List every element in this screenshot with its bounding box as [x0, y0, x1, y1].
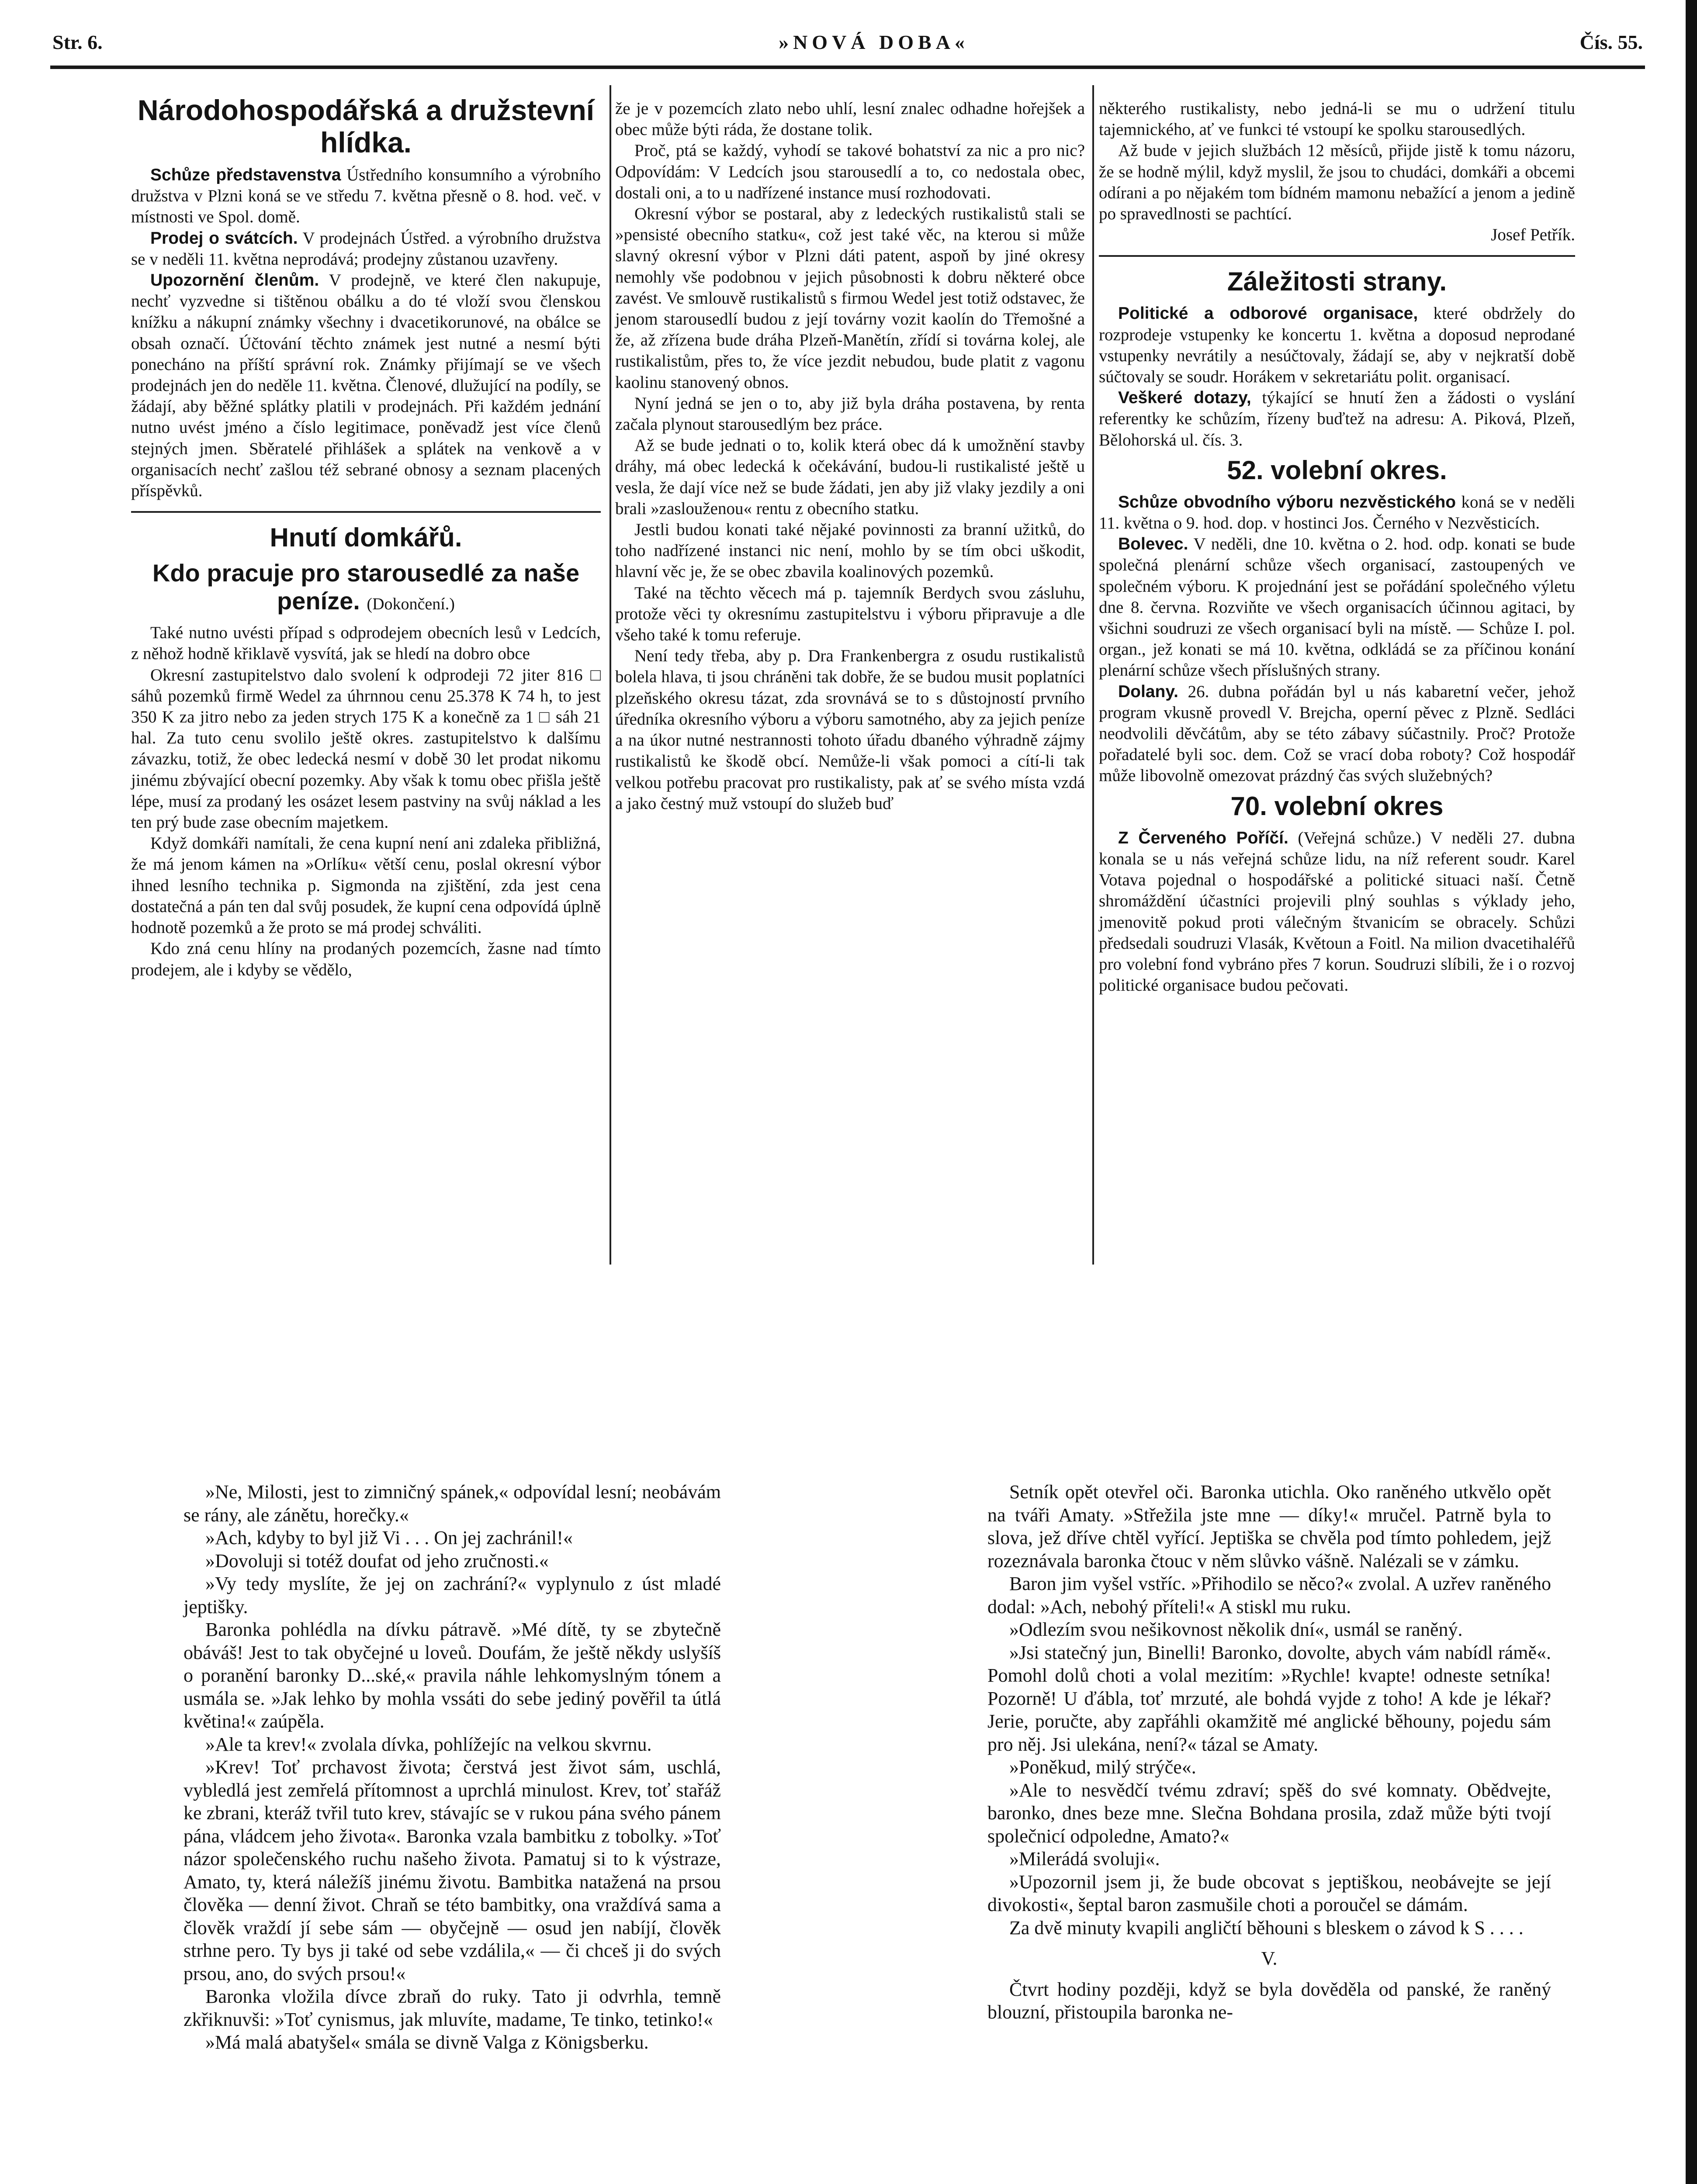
article-paragraph: Jestli budou konati také nějaké povinnosti za branní užitků, do toho nadřízené instanci nic není, mohlo by se tím obci uškodit, hlavní věc je, že se obec zbavila koalinových pozemků. — [615, 520, 1085, 581]
story-paragraph: »Ale to nesvědčí tvému zdraví; spěš do své komnaty. Obědvejte, baronko, dnes beze mne. Slečna Bohdana prosila, zdaž může býti tvojí společnicí odpoledne, Amato?« — [987, 1779, 1551, 1847]
section-title-zalezitosti-strany: Záležitosti strany. — [1227, 267, 1447, 297]
continuation-note: (Dokončení.) — [367, 595, 455, 614]
story-paragraph: »Poněkud, milý strýče«. — [1009, 1756, 1196, 1778]
story-paragraph: »Milerádá svoluji«. — [1009, 1848, 1160, 1870]
story-paragraph: Baronka vložila dívce zbraň do ruky. Tato ji odvrhla, temně zkřiknuvši: »Toť cynismus, jak mluvíte, madame, Te tinko, tetinko!« — [184, 1986, 721, 2030]
story-paragraph: »Jsi statečný jun, Binelli! Baronko, dovolte, abych vám nabídl rámě«. Pomohl dolů choti a volal mezitím: »Rychle! kvapte! odneste setníka! Pozorně! U ďábla, toť mrzuté, ale bohdá vyjde z toho! A kde je lékař? Jerie, poručte, aby zapřáhli okamžitě mé anglické běhouny, pojedu sám pro něj. Jsi ulekána, není?« tázal se Amaty. — [987, 1641, 1551, 1755]
story-paragraph: »Dovoluji si totéž doufat od jeho zručnosti.« — [205, 1550, 549, 1572]
notice-paragraph: Z Červeného Poříčí. (Veřejná schůze.) V neděli 27. dubna konala se u nás veřejná schůze lidu, na níž referent soudr. Karel Votava pojednal o hospodářské a politické situaci naší. Četně shromáždění účastníci projevili plný souhlas s výklady jeho, jmenovitě pokud proti válečným štvanicím se obracely. Schůzi předsedali soudruzi Vlasák, Květoun a Foitl. Na milion dvacetihaléřů pro volební fond vybráno přes 7 korun. Soudruzi slíbili, že i o rozvoj politické organisace budou pečovati. — [1099, 828, 1575, 995]
notice-paragraph: Schůze představenstva Ústředního konsumního a výrobního družstva v Plzni koná se ve středu 7. května přesně o 8. hod. več. v místnosti ve Spol. domě. — [131, 166, 601, 227]
story-paragraph: »Krev! Toť prchavost života; čerstvá jest život sám, uschlá, vybledlá jest zemřelá přítomnost a uprchlá minulost. Krev, toť stařáž ke zbrani, kteráž tvřil tuto krev, stávajíc se v rukou pána svého pánem pána, vládcem jeho života«. Baronka vzala bambitku z tobolky. »Toť názor společenského ruchu našeho života. Pamatuj si to k výstraze, Amato, ty, která náležíš jinému životu. Bambitka natažená na prsou člověka — denní život. Chraň se této bambitky, ona vraždívá sama a člověk vraždí jí sebe sám — obyčejně — osud jen nabíjí, člověk strhne pero. Ty bys ji také od sebe vzdálila,« — či chceš ji do svých prsou, ano, do svých prsou!« — [184, 1756, 721, 1984]
section-title-narodohospodarska: Národohospodářská a družstevní hlídka. — [137, 94, 595, 159]
notice-paragraph: Upozornění členům. V prodejně, ve které člen nakupuje, nechť vyzvedne si tištěnou obálku a do té vloží svou členskou knížku a nákupní známky všechny i dvacetikorunové, na obálce se obsah označí. Účtování těchto známek jest nutné a nesmí býti ponecháno na příští správní rok. Známky přijímají se ve všech prodejnách jen do neděle 11. května. Členové, dlužující na podíly, se žádají, aby běžné splátky platili v prodejnách. Při každém jednání nutno uvést jméno a číslo legitimace, poněvadž jest více členů stejných jmen. Sběratelé přihlášek a splátek na venkově a v organisacích nechť zašlou též sebrané obnosy a seznam placených příspěvků. — [131, 271, 601, 501]
story-paragraph: Baronka pohlédla na dívku pátravě. »Mé dítě, ty se zbytečně obáváš! Jest to tak obyčejné u loveů. Doufám, že ještě někdy uslyšíš o poranění baronky D...ské,« pravila náhle lehkomyslným tónem a usmála se. »Jak lehko by mohla vssáti do sebe jediný pověřil ta útlá květina!« zaúpěla. — [184, 1619, 721, 1732]
masthead-title: »NOVÁ DOBA« — [779, 31, 969, 53]
issue-number: Čís. 55. — [1579, 31, 1643, 53]
story-paragraph: »Odlezím svou nešikovnost několik dní«, usmál se raněný. — [1009, 1619, 1463, 1640]
notice-paragraph: Veškeré dotazy, týkající se hnutí žen a žádosti o vyslání referentky ke schůzím, řízeny buďtež na adresu: A. Piková, Plzeň, Bělohorská ul. čís. 3. — [1099, 388, 1575, 449]
column-rule-1 — [610, 85, 611, 1265]
section-separator — [131, 511, 601, 513]
article-paragraph: Okresní zastupitelstvo dalo svolení k odprodeji 72 jiter 816 □ sáhů pozemků firmě Wedel za úhrnnou cenu 25.378 K 74 h, to jest 350 K za jitro nebo za jeden strych 175 K a konečně za 1 □ sáh 21 hal. Za tuto cenu svolilo ještě okres. zastupitelstvo k dalšímu závazku, totiž, že obec ledecká nesmí v době 30 let prodat nikomu jinému zbývající obecní pozemky. Aby však k tomu obec přišla ještě lépe, musí za prodaný les osázet lesem pastviny na svůj náklad a les ten prý bude zase obecním majetkem. — [131, 665, 601, 832]
story-paragraph: Čtvrt hodiny později, když se byla dověděla od panské, že raněný blouzní, přistoupila baronka ne- — [987, 1978, 1551, 2023]
story-paragraph: Baron jim vyšel vstříc. »Přihodilo se něco?« zvolal. A uzřev raněného dodal: »Ach, nebohý příteli!« A stiskl mu ruku. — [987, 1573, 1551, 1617]
header-rule — [50, 66, 1645, 69]
notice-paragraph: Prodej o svátcích. V prodejnách Ústřed. a výrobního družstva se v neděli 11. května neprodává; prodejny zůstanou uzavřeny. — [131, 228, 601, 269]
column-1 — [131, 94, 601, 981]
article-paragraph: Proč, ptá se každý, vyhodí se takové bohatství za nic a pro nic? Odpovídám: V Ledcích jsou starousedlí a to, co nedostala obec, dostali oni, a to u nadřízené instance musí rozhodovati. — [615, 141, 1085, 202]
article-paragraph: Až bude v jejich službách 12 měsíců, přijde jistě k tomu názoru, že se hodně mýlil, když myslil, že jsou to chudáci, domkáři a obcemi odírani a po nějakém tom bídném mamonu nebažící a jenom a jedině po spravedlnosti se pachtící. — [1099, 141, 1575, 224]
article-paragraph: některého rustikalisty, nebo jedná-li se mu o udržení titulu tajemnického, ať ve funkci té vstoupí ke spolku starousedlých. — [1099, 99, 1575, 139]
story-paragraph: »Upozornil jsem ji, že bude obcovat s jeptiškou, neobávejte se její divokosti«, šeptal baron zasmušile choti a poroučel se dámám. — [987, 1871, 1551, 1915]
chapter-number: V. — [1261, 1948, 1278, 1969]
article-paragraph: Kdo zná cenu hlíny na prodaných pozemcích, žasne nad tímto prodejem, ale i kdyby se vědělo, — [131, 939, 601, 979]
story-paragraph: Za dvě minuty kvapili angličtí běhouni s bleskem o závod k S . . . . — [1009, 1917, 1524, 1939]
article-paragraph: Nyní jedná se jen o to, aby již byla dráha postavena, by renta začala plynout starousedlým bez práce. — [615, 394, 1085, 434]
article-paragraph: Není tedy třeba, aby p. Dra Frankenbergra z osudu rustikalistů bolela hlava, ti jsou chráněni tak dobře, že se budou musit poplatníci plzeňského okresu tázat, zda srovnává se to s důstojností prvního úředníka okresního výboru a výboru samotného, aby za jejich peníze a na úkor nutné nestrannosti tohoto úřadu dbaného výhradně zájmy rustikalistů ke škodě obcí. Nemůže-li však pomoci a cítí-li tak velkou potřebu pracovat pro rustikalisty, pak ať se svého místa vzdá a jako čestný muž vstoupí do služeb buď — [615, 646, 1085, 813]
article-paragraph: Okresní výbor se postaral, aby z ledeckých rustikalistů stali se »pensisté obecního statku«, což jest také věc, na kterou si může slavný okresní výbor v Plzni dáti patent, aspoň by jiné okresy nemohly vše podobnou v jejich působnosti k dobru některé obce zavést. Ve smlouvě rustikalistů s firmou Wedel jest totiž odstavec, že jenom starousedlí budou z její továrny vozit kaolín do Třemošné a že, až zřízena bude dráha Plzeň-Manětín, zřídí si továrna kolej, ale rustikalistům, přes to, že více jezdit nebudou, bude platit z vagonu kaolinu stanovený obnos. — [615, 204, 1085, 392]
notice-paragraph: Dolany. 26. dubna pořádán byl u nás kabaretní večer, jehož program vkusně provedl V. Brejcha, operní pěvec z Plzně. Sedláci neodvolili děvčátům, aby se této zábavy súčastnily. Proč? Protože pořadatelé byli soc. dem. Což se vrací doba roboty? Což hospodář může libovolně omezovat prázdný čas svých služebných? — [1099, 682, 1575, 785]
section-separator — [1099, 255, 1575, 257]
article-paragraph: že je v pozemcích zlato nebo uhlí, lesní znalec odhadne hořejšek a obec může býti ráda, že dostane tolik. — [615, 99, 1085, 139]
page-label-left: Str. 6. — [52, 31, 103, 53]
scan-binding-edge — [1686, 0, 1697, 2184]
notice-paragraph: Schůze obvodního výboru nezvěstického koná se v neděli 11. května o 9. hod. dop. v hostinci Jos. Černého v Nezvěsticích. — [1099, 492, 1575, 533]
notice-paragraph: Politické a odborové organisace, které obdržely do rozprodeje vstupenky ke koncertu 1. května a doposud neprodané vstupenky nevrátily a nesúčtovaly, žádají se, aby v nejkratší době súčtovaly se soudr. Horákem v sekretariátu polit. organisací. — [1099, 304, 1575, 387]
article-subtitle: Kdo pracuje pro starousedlé za naše peníze. (Dokončení.) — [152, 559, 580, 615]
story-paragraph: »Ale ta krev!« zvolala dívka, pohlížejíc na velkou skvrnu. — [205, 1733, 652, 1755]
section-title-hnuti-domkaru: Hnutí domkářů. — [270, 523, 462, 553]
story-column-right — [987, 1481, 1551, 2024]
column-rule-2 — [1092, 85, 1094, 1265]
story-paragraph: »Ne, Milosti, jest to zimničný spánek,« odpovídal lesní; neobávám se rány, ale zánětu, horečky.« — [184, 1481, 721, 1526]
column-2 — [615, 98, 1085, 814]
story-paragraph: »Má malá abatyšel« smála se divně Valga z Königsberku. — [205, 2032, 649, 2053]
story-paragraph: »Vy tedy myslíte, že jej on zachrání?« vyplynulo z úst mladé jeptišky. — [184, 1573, 721, 1617]
notice-paragraph: Bolevec. V neděli, dne 10. května o 2. hod. odp. konati se bude společná plenární schůze všech organisací, zastoupených ve společném výboru. K projednání jest se pořádání společného výletu dne 8. června. Rozviňte ve všech organisacích účinnou agitaci, by všichni soudruzi ze všech organisací byli na místě. — Schůze I. pol. organ., jež konati se má 10. května, odkládá se za příčinou konání plenární schůze všech příslušných strany. — [1099, 535, 1575, 680]
article-paragraph: Když domkáři namítali, že cena kupní není ani zdaleka přibližná, že má jenom kámen na »Orlíku« větší cenu, poslal okresní výbor ihned lesního technika p. Sigmonda na zjištění, zda jest cena dostatečná a pán ten dal svůj posudek, že kupní cena odpovídá úplně hodnotě pozemků a že proto se má prodej schváliti. — [131, 834, 601, 937]
article-paragraph: Také na těchto věcech má p. tajemník Berdych svou zásluhu, protože věci ty okresnímu zastupitelstvu i výboru připravuje a dle všeho také k tomu referuje. — [615, 583, 1085, 645]
story-paragraph: »Ach, kdyby to byl již Vi . . . On jej zachránil!« — [205, 1527, 573, 1548]
article-paragraph: Také nutno uvésti případ s odprodejem obecních lesů v Ledcích, z něhož hodně křiklavě vysvítá, jak se hledí na dobro obce — [131, 623, 601, 663]
article-paragraph: Až se bude jednati o to, kolik která obec dá k umožnění stavby dráhy, má obec ledecká k očekávání, budou-li rustikalisté ještě u vesla, že dají více než se bude žádati, jen aby již vlaky jezdily a oni brali »zaslouženou« rentu z obecního statku. — [615, 436, 1085, 518]
author-signature: Josef Petřík. — [1491, 225, 1575, 245]
section-title-52-okres: 52. volební okres. — [1227, 455, 1447, 485]
story-paragraph: Setník opět otevřel oči. Baronka utichla. Oko raněného utkvělo opět na tváři Amaty. »Střežila jste mne — díky!« mručel. Patrně byla to slova, jež dříve chtěl vyřící. Jeptiška se chvěla pod tímto pohledem, jejž rozeznávala baronka čtouc v něm slůvko vášně. Nalézali se v zámku. — [987, 1481, 1551, 1572]
column-3 — [1099, 98, 1575, 996]
section-title-70-okres: 70. volební okres — [1230, 791, 1444, 821]
story-column-left — [184, 1481, 721, 2054]
